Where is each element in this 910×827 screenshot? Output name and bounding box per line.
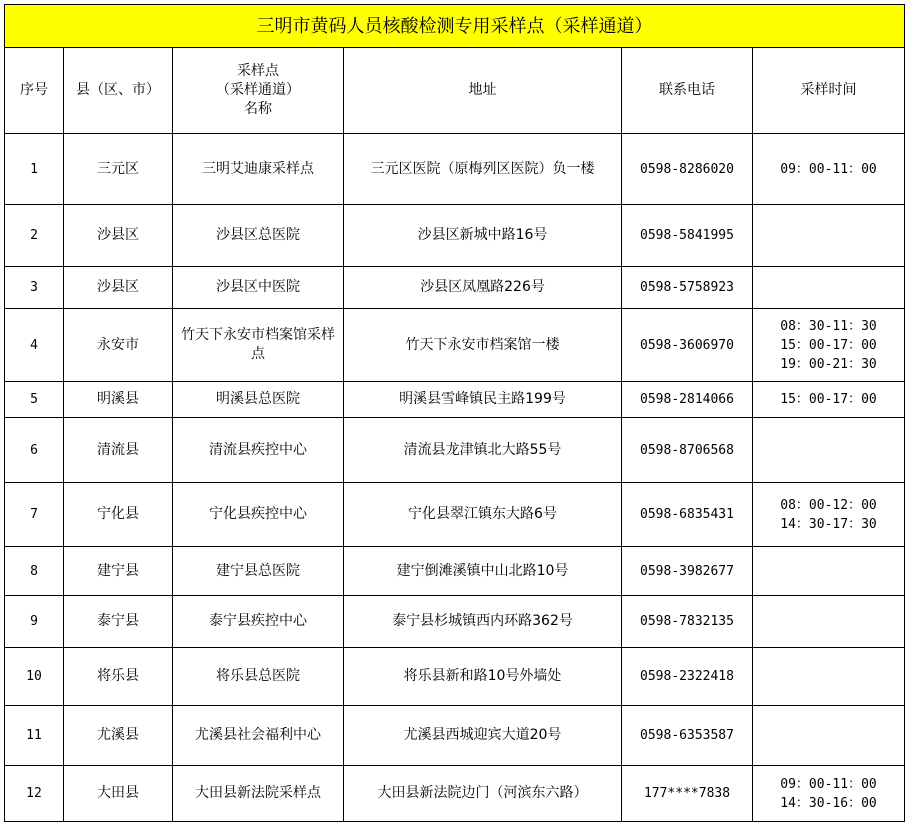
cell-seq: 10: [5, 648, 64, 706]
table-row: [5, 648, 905, 706]
cell-time: 09：00-11：00 14：30-16：00: [753, 766, 905, 822]
cell-phone: 177****7838: [622, 766, 753, 822]
sampling-sites-table: [4, 4, 905, 822]
cell-phone: 0598-6835431: [622, 483, 753, 547]
table-row: [5, 267, 905, 309]
cell-seq: 7: [5, 483, 64, 547]
cell-address: 尤溪县西城迎宾大道20号: [344, 706, 622, 766]
cell-seq: 2: [5, 205, 64, 267]
cell-site: 大田县新法院采样点: [173, 766, 344, 822]
cell-phone: 0598-8286020: [622, 134, 753, 205]
cell-seq: 11: [5, 706, 64, 766]
cell-county: 大田县: [64, 766, 173, 822]
cell-time: [753, 267, 905, 309]
cell-address: 沙县区新城中路16号: [344, 205, 622, 267]
table-row: [5, 483, 905, 547]
header-county: 县（区、市）: [64, 48, 173, 134]
table-title: 三明市黄码人员核酸检测专用采样点（采样通道）: [5, 5, 905, 48]
title-row: [5, 5, 905, 48]
cell-phone: 0598-5841995: [622, 205, 753, 267]
cell-seq: 5: [5, 382, 64, 418]
cell-site: 尤溪县社会福利中心: [173, 706, 344, 766]
cell-phone: 0598-8706568: [622, 418, 753, 483]
cell-site: 泰宁县疾控中心: [173, 596, 344, 648]
cell-address: 明溪县雪峰镇民主路199号: [344, 382, 622, 418]
header-row: [5, 48, 905, 134]
cell-phone: 0598-3982677: [622, 547, 753, 596]
cell-county: 永安市: [64, 309, 173, 382]
table-row: [5, 596, 905, 648]
cell-county: 泰宁县: [64, 596, 173, 648]
cell-phone: 0598-2322418: [622, 648, 753, 706]
cell-time: 08：30-11：30 15：00-17：00 19：00-21：30: [753, 309, 905, 382]
cell-time: [753, 205, 905, 267]
table-row: [5, 134, 905, 205]
cell-county: 沙县区: [64, 267, 173, 309]
cell-time: [753, 648, 905, 706]
cell-county: 宁化县: [64, 483, 173, 547]
table-row: [5, 309, 905, 382]
cell-seq: 3: [5, 267, 64, 309]
cell-time: [753, 418, 905, 483]
cell-address: 大田县新法院边门（河滨东六路）: [344, 766, 622, 822]
header-time: 采样时间: [753, 48, 905, 134]
cell-site: 三明艾迪康采样点: [173, 134, 344, 205]
cell-county: 清流县: [64, 418, 173, 483]
cell-phone: 0598-7832135: [622, 596, 753, 648]
cell-site: 沙县区中医院: [173, 267, 344, 309]
cell-seq: 4: [5, 309, 64, 382]
header-phone: 联系电话: [622, 48, 753, 134]
cell-phone: 0598-5758923: [622, 267, 753, 309]
cell-address: 泰宁县杉城镇西内环路362号: [344, 596, 622, 648]
header-site: 采样点 （采样通道） 名称: [173, 48, 344, 134]
table-row: [5, 418, 905, 483]
cell-time: 15：00-17：00: [753, 382, 905, 418]
cell-site: 明溪县总医院: [173, 382, 344, 418]
cell-county: 建宁县: [64, 547, 173, 596]
table-row: [5, 547, 905, 596]
cell-address: 宁化县翠江镇东大路6号: [344, 483, 622, 547]
table-row: [5, 706, 905, 766]
cell-address: 将乐县新和路10号外墙处: [344, 648, 622, 706]
cell-address: 三元区医院（原梅列区医院）负一楼: [344, 134, 622, 205]
cell-site: 竹天下永安市档案馆采样点: [173, 309, 344, 382]
cell-county: 沙县区: [64, 205, 173, 267]
cell-seq: 6: [5, 418, 64, 483]
cell-county: 尤溪县: [64, 706, 173, 766]
table-row: [5, 382, 905, 418]
cell-address: 清流县龙津镇北大路55号: [344, 418, 622, 483]
cell-time: [753, 596, 905, 648]
cell-site: 宁化县疾控中心: [173, 483, 344, 547]
cell-address: 竹天下永安市档案馆一楼: [344, 309, 622, 382]
cell-seq: 12: [5, 766, 64, 822]
cell-phone: 0598-6353587: [622, 706, 753, 766]
table-row: [5, 205, 905, 267]
cell-phone: 0598-3606970: [622, 309, 753, 382]
cell-site: 清流县疾控中心: [173, 418, 344, 483]
cell-address: 建宁倒滩溪镇中山北路10号: [344, 547, 622, 596]
cell-site: 沙县区总医院: [173, 205, 344, 267]
cell-site: 建宁县总医院: [173, 547, 344, 596]
cell-seq: 9: [5, 596, 64, 648]
header-address: 地址: [344, 48, 622, 134]
cell-phone: 0598-2814066: [622, 382, 753, 418]
cell-seq: 8: [5, 547, 64, 596]
cell-time: [753, 547, 905, 596]
table-row: [5, 766, 905, 822]
cell-address: 沙县区凤凰路226号: [344, 267, 622, 309]
cell-county: 将乐县: [64, 648, 173, 706]
cell-county: 三元区: [64, 134, 173, 205]
cell-time: 08：00-12：00 14：30-17：30: [753, 483, 905, 547]
cell-time: 09：00-11：00: [753, 134, 905, 205]
cell-site: 将乐县总医院: [173, 648, 344, 706]
cell-seq: 1: [5, 134, 64, 205]
header-seq: 序号: [5, 48, 64, 134]
cell-time: [753, 706, 905, 766]
cell-county: 明溪县: [64, 382, 173, 418]
